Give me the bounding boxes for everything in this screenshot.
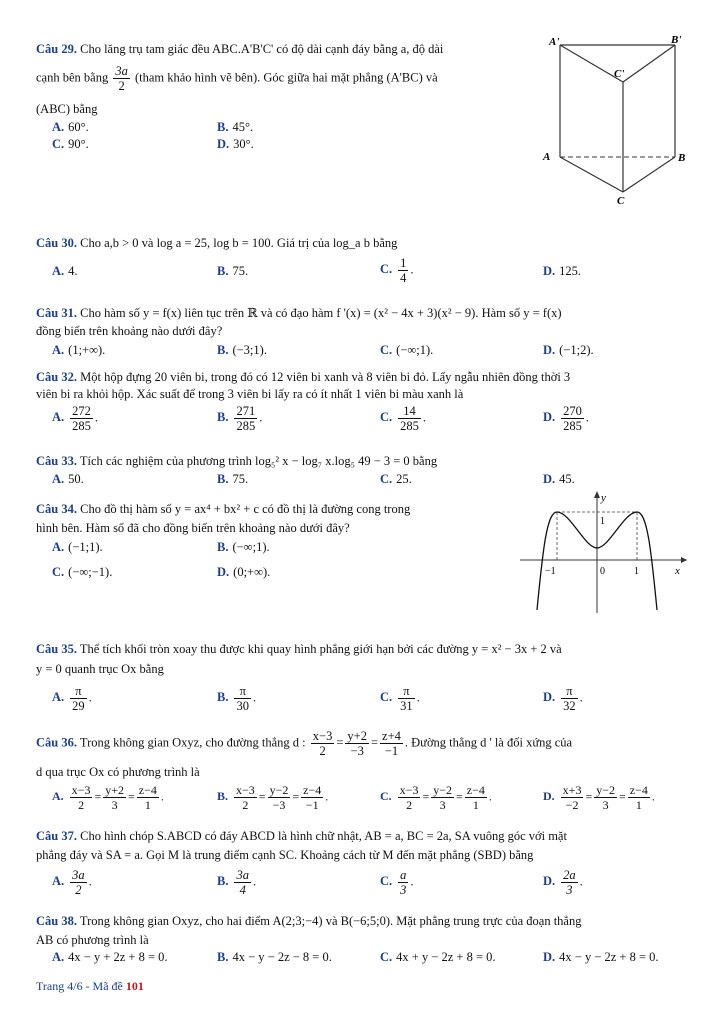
axis-label-y: y xyxy=(601,492,606,504)
question-36: Câu 36. Trong không gian Oxyz, cho đường thẳng d : $\frac{x-3}{2}$ = $\frac{y+2}{-3}$ = $\frac{z+4}{-1}$ . Đường thẳng d ' là đối xứng của xyxy=(36,729,573,758)
question-text: Cho hàm số y = f(x) liên tục trên ℝ và có đạo hàm f '(x) = (x² − 4x + 3)(x² − 9). Hàm số y = f(x) xyxy=(80,306,562,320)
fraction: $\frac{z+4}{-1}$ xyxy=(382,729,401,758)
question-label: Câu 35. xyxy=(36,642,77,656)
fraction: $\frac{y-2}{-3}$ xyxy=(269,783,289,812)
fraction: $\frac{z-4}{1}$ xyxy=(629,783,648,812)
question-text: cạnh bên bằng xyxy=(36,70,109,85)
option-d[interactable]: D. 45. xyxy=(543,472,575,486)
question-text: viên bi ra khỏi hộp. Xác suất để trong 3 viên bi lấy ra có ít nhất 1 viên bi màu xanh là xyxy=(36,387,464,401)
question-text: đồng biến trên khoảng nào dưới đây? xyxy=(36,324,223,338)
question-label: Câu 31. xyxy=(36,306,77,320)
vertex-label: A xyxy=(543,151,551,163)
option-c[interactable]: C. (−∞;−1). xyxy=(52,565,113,579)
fraction: $\frac{z-4}{1}$ xyxy=(138,783,157,812)
fraction: $\frac{z-4}{-1}$ xyxy=(303,783,322,812)
option-a[interactable]: A. 60°. xyxy=(52,120,89,134)
question-29 xyxy=(36,40,526,58)
option-b[interactable]: B. 75. xyxy=(217,264,249,278)
question-label: Câu 38. xyxy=(36,914,77,928)
fraction: $\frac{\pi}{31}$ xyxy=(400,684,413,713)
fraction: $\frac{270}{285}$ xyxy=(563,404,582,433)
option-d[interactable]: D. (0;+∞). xyxy=(217,565,271,579)
question-text: Một hộp đựng 20 viên bi, trong đó có 12 viên bi xanh và 8 viên bi đỏ. Lấy ngẫu nhiên đồng thời 3 xyxy=(80,370,571,384)
question-33 xyxy=(36,452,437,470)
option-c[interactable]: C. 90°. xyxy=(52,137,89,151)
tick-label: 1 xyxy=(634,566,639,577)
option-d[interactable]: D. 30°. xyxy=(217,137,254,151)
question-label: Câu 34. xyxy=(36,502,77,516)
option-b[interactable]: B. $\frac{3a}{4}$ . xyxy=(217,868,257,897)
option-b[interactable]: B. $\frac{\pi}{30}$ . xyxy=(217,684,257,713)
tick-label: −1 xyxy=(545,566,556,577)
fraction: $\frac{y-2}{3}$ xyxy=(596,783,616,812)
tick-label: 0 xyxy=(600,566,605,577)
option-b[interactable]: B. (−∞;1). xyxy=(217,540,270,554)
question-29-line3 xyxy=(36,100,97,118)
question-label: Câu 29. xyxy=(36,42,77,56)
vertex-label: C xyxy=(617,195,625,207)
option-d[interactable]: D. $\frac{\pi}{32}$ . xyxy=(543,684,583,713)
question-text: (ABC) bằng xyxy=(36,102,98,116)
fraction: $\frac{x-3}{2}$ xyxy=(399,783,419,812)
question-text: Trong không gian Oxyz, cho hai điểm A(2;3;−4) và B(−6;5;0). Mặt phẳng trung trực của đoạn thẳng xyxy=(79,914,582,928)
question-38 xyxy=(36,912,696,930)
exam-code: 101 xyxy=(125,979,144,993)
footer-text: Trang 4/6 - Mã đề xyxy=(36,979,123,993)
question-text: AB có phương trình là xyxy=(36,933,149,947)
question-34-line2 xyxy=(36,519,350,537)
question-text: hình bên. Hàm số đã cho đồng biến trên khoảng nào dưới đây? xyxy=(36,521,350,535)
question-text: Trong không gian Oxyz, cho đường thẳng d : xyxy=(79,735,306,750)
option-d[interactable]: D. 125. xyxy=(543,264,582,278)
option-b[interactable]: B. 45°. xyxy=(217,120,254,134)
question-31 xyxy=(36,304,696,322)
option-c[interactable]: C. 4x + y − 2z + 8 = 0. xyxy=(380,950,496,964)
option-a[interactable]: A. (−1;1). xyxy=(52,540,103,554)
option-d[interactable]: D. (−1;2). xyxy=(543,343,594,357)
fraction: $\frac{14}{285}$ xyxy=(400,404,419,433)
page-footer xyxy=(36,979,144,994)
fraction: $\frac{2a}{3}$ xyxy=(563,868,576,897)
option-b[interactable]: B. $\frac{271}{285}$ . xyxy=(217,404,263,433)
option-b[interactable]: B. 75. xyxy=(217,472,249,486)
fraction: $\frac{x-3}{2}$ xyxy=(236,783,255,812)
option-c[interactable]: C. $\frac{14}{285}$ . xyxy=(380,404,427,433)
fraction: $\frac{1}{4}$ xyxy=(400,256,407,285)
question-30 xyxy=(36,234,397,252)
axis-label-x: x xyxy=(675,565,680,577)
option-d[interactable]: D. $\frac{2a}{3}$ . xyxy=(543,868,583,897)
option-a[interactable]: A. 4. xyxy=(52,264,78,278)
question-37-line2 xyxy=(36,846,696,864)
option-c[interactable]: C. 25. xyxy=(380,472,412,486)
option-b[interactable]: B. 4x − y − 2z − 8 = 0. xyxy=(217,950,332,964)
question-36-line2 xyxy=(36,763,200,781)
fraction: $\frac{\pi}{29}$ xyxy=(72,684,85,713)
vertex-label: B xyxy=(678,152,686,164)
fraction: $\frac{x-3}{2}$ xyxy=(71,783,91,812)
option-a[interactable]: A. $\frac{3a}{2}$ . xyxy=(52,868,92,897)
option-a[interactable]: A. $\frac{x-3}{2}$ = $\frac{y+2}{3}$ = $\frac{z-4}{1}$ . xyxy=(52,783,164,812)
vertex-label: A' xyxy=(549,36,560,48)
question-text: Tích các nghiệm của phương trình log₅² x − log₇ x.log₅ 49 − 3 = 0 bằng xyxy=(79,454,438,468)
question-35 xyxy=(36,640,696,658)
prism-figure xyxy=(535,30,695,210)
quartic-graph xyxy=(515,488,695,616)
question-37 xyxy=(36,827,696,845)
question-text: (tham khảo hình vẽ bên). Góc giữa hai mặt phẳng (A'BC) và xyxy=(134,70,438,85)
question-text: Cho đồ thị hàm số y = ax⁴ + bx² + c có đồ thị là đường cong trong xyxy=(80,502,411,516)
fraction: $\frac{3a}{2}$ xyxy=(115,64,128,93)
option-d[interactable]: D. 4x − y − 2z + 8 = 0. xyxy=(543,950,659,964)
question-text: Thể tích khối tròn xoay thu được khi quay hình phẳng giới hạn bởi các đường y = x² − 3x + 2 và xyxy=(79,642,562,656)
question-text: Cho lăng trụ tam giác đều ABC.A'B'C' có độ dài cạnh đáy bằng a, độ dài xyxy=(80,42,444,56)
vertex-label: B' xyxy=(671,34,682,46)
question-32-line2 xyxy=(36,385,463,403)
fraction: $\frac{x-3}{2}$ xyxy=(312,729,333,758)
question-text: y = 0 quanh trục Ox bằng xyxy=(36,662,164,676)
question-label: Câu 36. xyxy=(36,735,77,750)
fraction: $\frac{y-2}{3}$ xyxy=(433,783,453,812)
option-a[interactable]: A. 50. xyxy=(52,472,84,486)
option-c[interactable]: C. $\frac{1}{4}$ . xyxy=(380,256,414,285)
option-d[interactable]: D. $\frac{270}{285}$ . xyxy=(543,404,590,433)
fraction: $\frac{y+2}{3}$ xyxy=(105,783,125,812)
fraction: $\frac{271}{285}$ xyxy=(236,404,256,433)
fraction: $\frac{x+3}{-2}$ xyxy=(562,783,582,812)
fraction: $\frac{272}{285}$ xyxy=(72,404,91,433)
question-label: Câu 37. xyxy=(36,829,77,843)
question-label: Câu 33. xyxy=(36,454,77,468)
option-c[interactable]: C. $\frac{\pi}{31}$ . xyxy=(380,684,420,713)
question-31-line2 xyxy=(36,322,222,340)
question-text: d qua trục Ox có phương trình là xyxy=(36,765,200,779)
option-a[interactable]: A. 4x − y + 2z + 8 = 0. xyxy=(52,950,168,964)
option-a[interactable]: A. (1;+∞). xyxy=(52,343,106,357)
fraction: $\frac{3a}{4}$ xyxy=(236,868,249,897)
option-b[interactable]: B. $\frac{x-3}{2}$ = $\frac{y-2}{-3}$ = $\frac{z-4}{-1}$ . xyxy=(217,783,329,812)
option-d[interactable]: D. $\frac{x+3}{-2}$ = $\frac{y-2}{3}$ = $\frac{z-4}{1}$ . xyxy=(543,783,655,812)
tick-label: 1 xyxy=(600,516,605,527)
option-a[interactable]: A. $\frac{272}{285}$ . xyxy=(52,404,99,433)
fraction: $\frac{y+2}{-3}$ xyxy=(347,729,367,758)
question-text: Cho a,b > 0 và log a = 25, log b = 100. Giá trị của log_a b bằng xyxy=(80,236,398,250)
fraction: $\frac{a}{3}$ xyxy=(400,868,407,897)
question-29-line2 xyxy=(36,64,438,93)
fraction: $\frac{3a}{2}$ xyxy=(72,868,85,897)
fraction: $\frac{z-4}{1}$ xyxy=(466,783,485,812)
question-label: Câu 32. xyxy=(36,370,77,384)
question-label: Câu 30. xyxy=(36,236,77,250)
option-c[interactable]: C. $\frac{x-3}{2}$ = $\frac{y-2}{3}$ = $\frac{z-4}{1}$ . xyxy=(380,783,492,812)
fraction: $\frac{\pi}{32}$ xyxy=(563,684,576,713)
question-38-line2 xyxy=(36,931,149,949)
option-c[interactable]: C. (−∞;1). xyxy=(380,343,434,357)
question-text: Cho hình chóp S.ABCD có đáy ABCD là hình chữ nhật, AB = a, BC = 2a, SA vuông góc với mặt xyxy=(80,829,567,843)
option-b[interactable]: B. (−3;1). xyxy=(217,343,267,357)
question-text: . Đường thẳng d ' là đối xứng của xyxy=(404,735,573,750)
vertex-label: C' xyxy=(614,68,625,80)
question-35-line2 xyxy=(36,660,164,678)
question-34 xyxy=(36,500,506,518)
option-c[interactable]: C. $\frac{a}{3}$ . xyxy=(380,868,414,897)
option-a[interactable]: A. $\frac{\pi}{29}$ . xyxy=(52,684,92,713)
fraction: $\frac{\pi}{30}$ xyxy=(236,684,249,713)
question-32 xyxy=(36,368,696,386)
question-text: phẳng đáy và SA = a. Gọi M là trung điểm cạnh SC. Khoảng cách từ M đến mặt phẳng (SBD) bằng xyxy=(36,848,534,862)
